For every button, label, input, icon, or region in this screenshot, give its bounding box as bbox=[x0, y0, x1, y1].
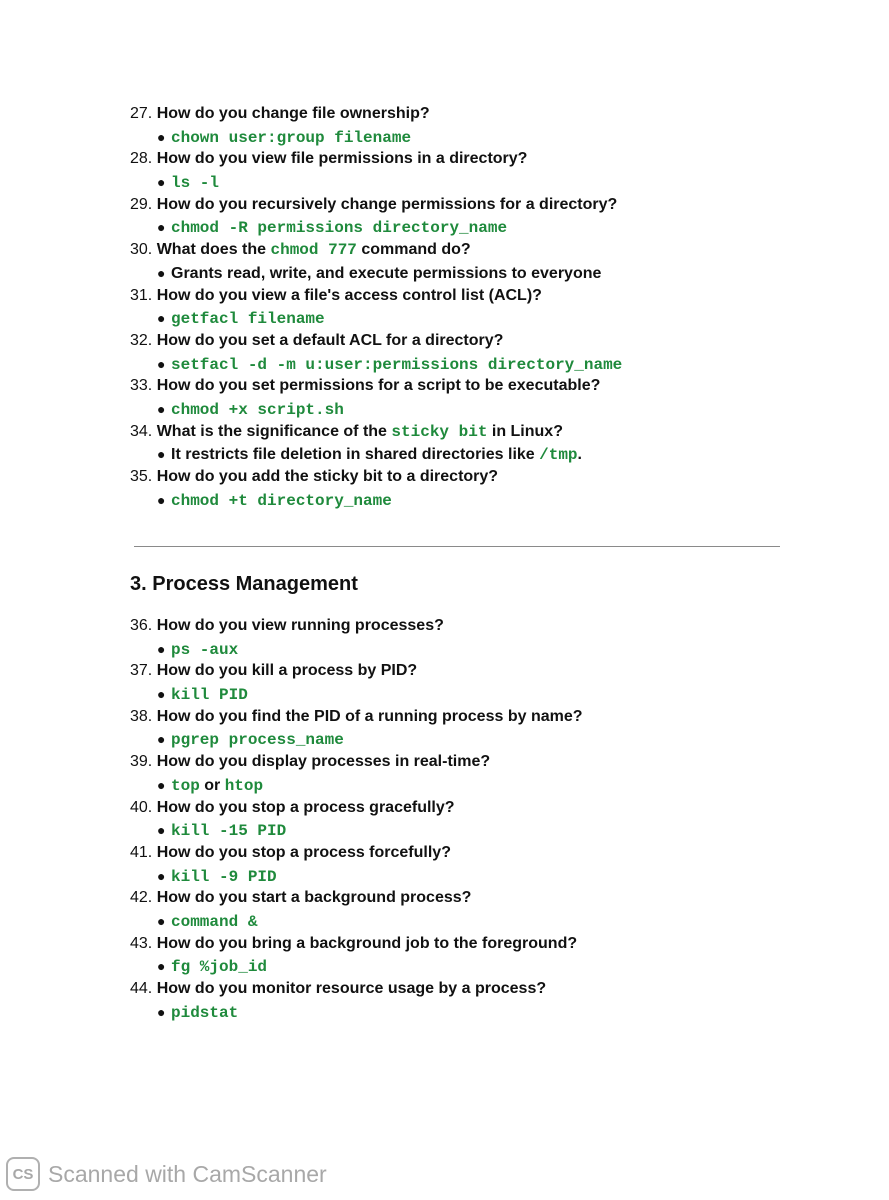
process-qa-list bbox=[130, 615, 810, 1023]
bullet-icon: ● bbox=[157, 491, 166, 508]
bullet-icon: ● bbox=[157, 912, 166, 929]
answer-41: ● kill -9 PID bbox=[130, 865, 810, 888]
question-44: 44. How do you monitor resource usage by a process? bbox=[130, 980, 547, 997]
answer-32: ● setfacl -d -m u:user:permissions directory_name bbox=[130, 353, 810, 376]
answer-43: ● fg %job_id bbox=[130, 955, 810, 978]
watermark-text: Scanned with CamScanner bbox=[48, 1160, 327, 1187]
question-31: 31. How do you view a file's access control list (ACL)? bbox=[130, 286, 542, 304]
answer-29: ● chmod -R permissions directory_name bbox=[130, 216, 810, 239]
bullet-icon: ● bbox=[157, 355, 166, 372]
answer-36: ● ps -aux bbox=[130, 638, 810, 661]
question-43: 43. How do you bring a background job to the foreground? bbox=[130, 934, 578, 952]
answer-38: ● pgrep process_name bbox=[130, 728, 810, 751]
question-32: 32. How do you set a default ACL for a directory? bbox=[130, 331, 504, 349]
question-29: 29. How do you recursively change permissions for a directory? bbox=[130, 195, 618, 213]
answer-31: ● getfacl filename bbox=[130, 307, 810, 330]
bullet-icon: ● bbox=[157, 310, 166, 327]
answer-27: ● chown user:group filename bbox=[130, 126, 810, 149]
camscanner-watermark bbox=[6, 1156, 327, 1192]
answer-39: ● top or htop bbox=[130, 774, 810, 797]
bullet-icon: ● bbox=[157, 400, 166, 417]
question-27: 27. How do you change file ownership? bbox=[130, 105, 430, 122]
bullet-icon: ● bbox=[157, 640, 166, 657]
bullet-icon: ● bbox=[157, 776, 166, 793]
answer-34: ● It restricts file deletion in shared directories like /tmp. bbox=[130, 443, 810, 466]
question-42: 42. How do you start a background process? bbox=[130, 889, 472, 907]
bullet-icon: ● bbox=[157, 686, 166, 703]
question-33: 33. How do you set permissions for a script to be executable? bbox=[130, 377, 601, 395]
permissions-qa-list bbox=[130, 103, 810, 511]
question-39: 39. How do you display processes in real-time? bbox=[130, 753, 491, 771]
bullet-icon: ● bbox=[157, 264, 166, 281]
bullet-icon: ● bbox=[157, 128, 166, 145]
question-30: 30. What does the chmod 777 command do? bbox=[130, 241, 471, 260]
question-37: 37. How do you kill a process by PID? bbox=[130, 662, 418, 680]
answer-28: ● ls -l bbox=[130, 171, 810, 194]
answer-33: ● chmod +x script.sh bbox=[130, 398, 810, 421]
question-38: 38. How do you find the PID of a running process by name? bbox=[130, 707, 583, 725]
bullet-icon: ● bbox=[157, 174, 166, 191]
question-40: 40. How do you stop a process gracefully? bbox=[130, 798, 455, 816]
bullet-icon: ● bbox=[157, 446, 166, 463]
question-36: 36. How do you view running processes? bbox=[130, 617, 444, 634]
question-28: 28. How do you view file permissions in a directory? bbox=[130, 150, 528, 168]
section-heading-process-management: 3. Process Management bbox=[130, 573, 358, 595]
bullet-icon: ● bbox=[157, 219, 166, 236]
bullet-icon: ● bbox=[157, 958, 166, 975]
bullet-icon: ● bbox=[157, 1003, 166, 1020]
answer-44: ● pidstat bbox=[130, 1001, 810, 1024]
bullet-icon: ● bbox=[157, 731, 166, 748]
answer-40: ● kill -15 PID bbox=[130, 819, 810, 842]
question-34: 34. What is the significance of the sticky bit in Linux? bbox=[130, 422, 563, 441]
answer-35: ● chmod +t directory_name bbox=[130, 489, 810, 512]
camscanner-logo-icon: CS bbox=[6, 1157, 40, 1191]
answer-37: ● kill PID bbox=[130, 683, 810, 706]
answer-42: ● command & bbox=[130, 910, 810, 933]
bullet-icon: ● bbox=[157, 867, 166, 884]
answer-30: ● Grants read, write, and execute permissions to everyone bbox=[130, 262, 810, 285]
question-41: 41. How do you stop a process forcefully? bbox=[130, 843, 451, 861]
section-divider bbox=[134, 546, 780, 547]
question-35: 35. How do you add the sticky bit to a directory? bbox=[130, 468, 499, 485]
bullet-icon: ● bbox=[157, 822, 166, 839]
